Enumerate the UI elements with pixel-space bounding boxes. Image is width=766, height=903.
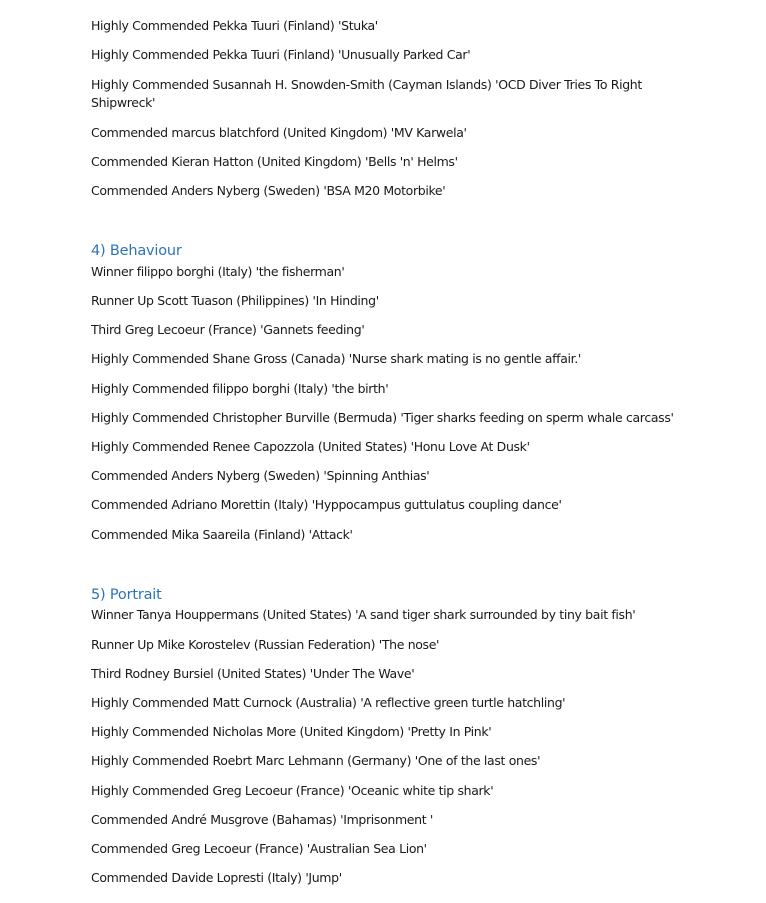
section-heading-portrait: 5) Portrait: [91, 587, 162, 603]
award-entry: Highly Commended Shane Gross (Canada) 'Nurse shark mating is no gentle affair.': [91, 351, 581, 366]
award-entry: Highly Commended Matt Curnock (Australia) 'A reflective green turtle hatchling': [91, 695, 566, 710]
award-entry: Highly Commended Nicholas More (United Kingdom) 'Pretty In Pink': [91, 724, 492, 739]
award-entry: Highly Commended Christopher Burville (Bermuda) 'Tiger sharks feeding on sperm whale carcass': [91, 410, 674, 425]
award-entry: Highly Commended Pekka Tuuri (Finland) 'Stuka': [91, 18, 378, 33]
award-entry: Highly Commended filippo borghi (Italy) 'the birth': [91, 381, 389, 396]
award-entry: Commended Anders Nyberg (Sweden) 'Spinning Anthias': [91, 468, 430, 483]
award-entry: Highly Commended Renee Capozzola (United States) 'Honu Love At Dusk': [91, 439, 530, 454]
award-entry: Winner filippo borghi (Italy) 'the fisherman': [91, 264, 345, 279]
award-entry: Highly Commended Pekka Tuuri (Finland) 'Unusually Parked Car': [91, 47, 471, 62]
award-entry: Commended Mika Saareila (Finland) 'Attack': [91, 527, 353, 542]
award-entry: Third Greg Lecoeur (France) 'Gannets feeding': [91, 322, 365, 337]
award-entry: Highly Commended Roebrt Marc Lehmann (Germany) 'One of the last ones': [91, 753, 541, 768]
award-entry: Highly Commended Susannah H. Snowden-Smith (Cayman Islands) 'OCD Diver Tries To Right Shipwreck': [91, 77, 642, 110]
award-entry: Commended Greg Lecoeur (France) 'Australian Sea Lion': [91, 841, 427, 856]
award-entry: Runner Up Scott Tuason (Philippines) 'In Hinding': [91, 293, 379, 308]
section-heading-behaviour: 4) Behaviour: [91, 243, 182, 259]
award-entry: Winner Tanya Houppermans (United States) 'A sand tiger shark surrounded by tiny bait fish': [91, 607, 636, 622]
award-entry: Commended Davide Lopresti (Italy) 'Jump': [91, 870, 342, 885]
award-entry: Commended Kieran Hatton (United Kingdom) 'Bells 'n' Helms': [91, 154, 458, 169]
award-entry: Runner Up Mike Korostelev (Russian Federation) 'The nose': [91, 637, 440, 652]
award-entry: Commended Anders Nyberg (Sweden) 'BSA M20 Motorbike': [91, 183, 446, 198]
award-entry: Commended marcus blatchford (United Kingdom) 'MV Karwela': [91, 125, 467, 140]
award-entry: Third Rodney Bursiel (United States) 'Under The Wave': [91, 666, 415, 681]
award-entry: Highly Commended Greg Lecoeur (France) 'Oceanic white tip shark': [91, 783, 494, 798]
award-entry: Commended André Musgrove (Bahamas) 'Imprisonment ': [91, 812, 433, 827]
award-entry: Commended Adriano Morettin (Italy) 'Hyppocampus guttulatus coupling dance': [91, 497, 562, 512]
